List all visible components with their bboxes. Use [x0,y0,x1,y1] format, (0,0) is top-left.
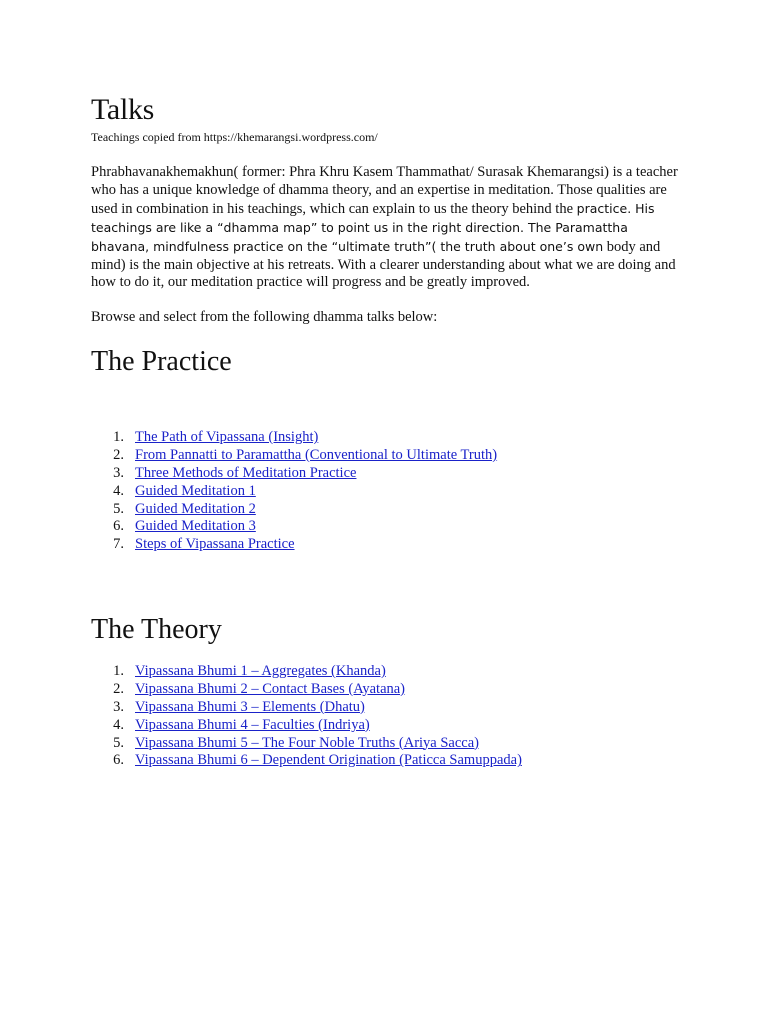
list-item [91,717,522,735]
talk-link-guided-meditation-3[interactable]: Guided Meditation 3 [135,518,256,535]
talk-link-pannatti-to-paramattha[interactable]: From Pannatti to Paramattha (Conventional to Ultimate Truth) [135,446,498,463]
list-item [91,483,497,501]
list-item [91,663,522,681]
talk-link-bhumi-2[interactable]: Vipassana Bhumi 2 – Contact Bases (Ayatana) [135,680,406,697]
talk-link-guided-meditation-1[interactable]: Guided Meditation 1 [135,482,256,499]
list-item [91,536,497,554]
list-item [91,752,522,770]
talk-link-bhumi-6[interactable]: Vipassana Bhumi 6 – Dependent Origination (Paticca Samuppada) [135,752,522,769]
page-subtitle: Teachings copied from https://khemarangsi.wordpress.com/ [91,130,378,144]
talk-link-bhumi-3[interactable]: Vipassana Bhumi 3 – Elements (Dhatu) [135,698,365,715]
talk-link-bhumi-5[interactable]: Vipassana Bhumi 5 – The Four Noble Truths (Ariya Sacca) [135,734,479,751]
list-number: 4. [113,482,124,499]
talk-link-path-of-vipassana[interactable]: The Path of Vipassana (Insight) [135,429,319,445]
list-number: 3. [113,464,124,481]
talk-link-bhumi-1[interactable]: Vipassana Bhumi 1 – Aggregates (Khanda) [135,663,386,679]
list-number: 2. [113,680,124,697]
list-item [91,465,497,483]
talk-link-steps-of-vipassana[interactable]: Steps of Vipassana Practice [135,536,295,553]
list-item [91,735,522,753]
list-number: 6. [113,752,124,769]
list-item [91,699,522,717]
talk-link-bhumi-4[interactable]: Vipassana Bhumi 4 – Faculties (Indriya) [135,716,370,733]
list-number: 7. [113,536,124,553]
section-heading-theory: The Theory [91,614,222,645]
list-number: 2. [113,446,124,463]
list-number: 6. [113,518,124,535]
page-title: Talks [91,93,155,126]
practice-list [91,429,497,554]
theory-list [91,663,522,770]
list-item [91,447,497,465]
intro-text-part3: body and mind) is the main objective at his retreats. With a clearer understanding about what we are doing and how to do it, our meditation practice will progress and be greatly improved. [91,238,676,291]
list-number: 3. [113,698,124,715]
list-item [91,501,497,519]
intro-text-part1: Phrabhavanakhemakhun( former: Phra Khru Kasem Thammathat/ Surasak Khemarangsi) is a teacher who has a unique knowledge of dhamma theory, and an expertise in meditation. Those qualities are used in combination in his teachings, which can explain to us the theory behind the [91,164,678,217]
list-number: 4. [113,716,124,733]
intro-text-part2: practice. His teachings are like a “dhamma map” to point us in the right direction. The Paramattha bhavana, mindfulness practice on the “ultimate truth”( the truth about one’s own [91,200,655,254]
list-number: 5. [113,500,124,517]
list-item [91,429,497,447]
list-number: 1. [113,429,124,445]
list-number: 1. [113,663,124,679]
list-item [91,518,497,536]
talk-link-guided-meditation-2[interactable]: Guided Meditation 2 [135,500,256,517]
talk-link-three-methods[interactable]: Three Methods of Meditation Practice [135,464,357,481]
list-number: 5. [113,734,124,751]
section-heading-practice: The Practice [91,346,232,377]
browse-instruction: Browse and select from the following dhamma talks below: [91,309,438,326]
list-item [91,681,522,699]
document-page [91,90,691,769]
intro-paragraph [91,164,681,292]
